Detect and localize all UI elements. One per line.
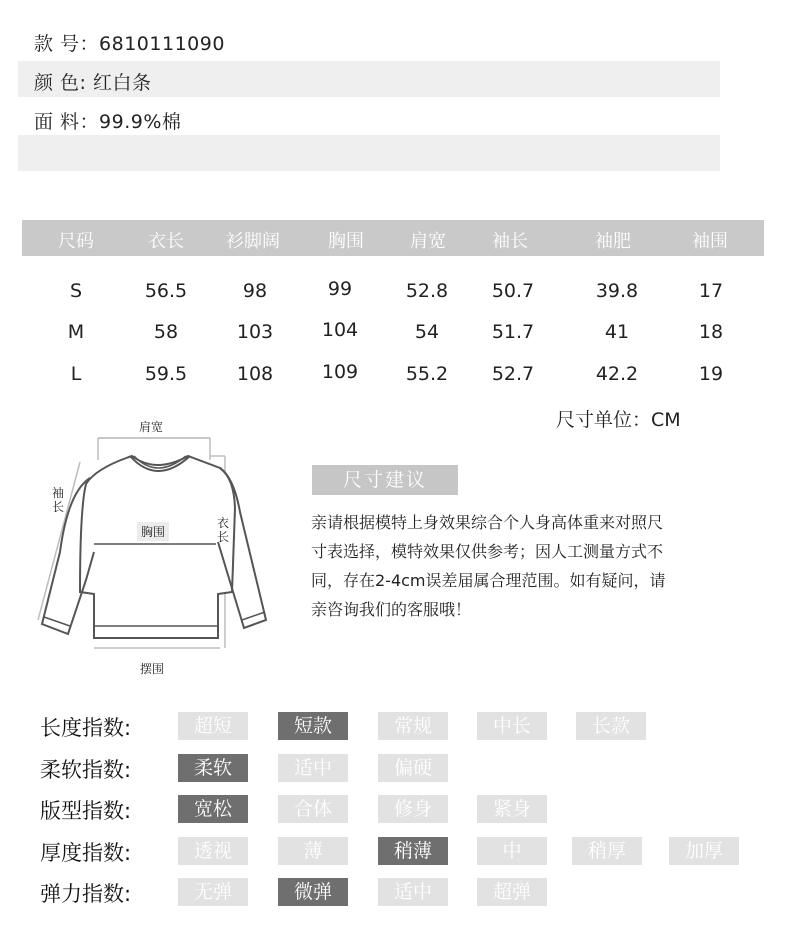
fit-index-label: 版型指数: <box>40 799 132 823</box>
table-cell: 42.2 <box>595 363 639 385</box>
diagram-label-sleeve-length: 袖长 <box>52 486 65 514</box>
header-size: 尺码 <box>58 231 94 252</box>
chip-option-selected: 宽松 <box>178 795 248 823</box>
chip-option: 适中 <box>378 878 448 906</box>
header-chest: 胸围 <box>328 231 364 252</box>
chip-option-selected: 稍薄 <box>378 837 448 865</box>
info-row-color <box>18 61 720 97</box>
table-cell: 99 <box>327 278 353 300</box>
softness-index-label: 柔软指数: <box>40 758 132 782</box>
chip-option: 中 <box>477 837 547 865</box>
header-hem: 衫脚阔 <box>226 231 280 252</box>
chip-option: 稍厚 <box>572 837 642 865</box>
size-table-header <box>22 220 764 256</box>
chip-option: 紧身 <box>477 795 547 823</box>
chip-option-selected: 微弹 <box>278 878 348 906</box>
table-cell: 18 <box>698 321 724 343</box>
header-sleeve-length: 袖长 <box>492 231 528 252</box>
chip-option: 超短 <box>178 712 248 740</box>
table-cell: 39.8 <box>595 280 639 302</box>
thickness-index-label: 厚度指数: <box>40 841 132 865</box>
chip-option: 常规 <box>378 712 448 740</box>
chip-option: 偏硬 <box>378 754 448 782</box>
chip-option: 无弹 <box>178 878 248 906</box>
sweater-outline-icon <box>20 412 290 682</box>
chip-option: 合体 <box>278 795 348 823</box>
style-no: 款 号：6810111090 <box>34 33 225 55</box>
garment-diagram <box>20 412 290 682</box>
table-cell: 54 <box>414 321 440 343</box>
table-cell: S <box>69 280 83 302</box>
table-cell: 52.7 <box>491 363 535 385</box>
table-cell: 108 <box>236 363 274 385</box>
chip-option: 薄 <box>278 837 348 865</box>
size-advice-text <box>311 508 731 624</box>
size-unit-label: 尺寸单位：CM <box>556 409 681 431</box>
diagram-label-length: 衣长 <box>217 516 230 544</box>
table-cell: 58 <box>153 321 179 343</box>
size-advice-title: 尺寸建议 <box>312 465 458 495</box>
table-cell: M <box>67 321 85 343</box>
chip-option: 修身 <box>378 795 448 823</box>
advice-line: 亲请根据模特上身效果综合个人身高体重来对照尺 <box>311 513 664 532</box>
advice-line: 寸表选择，模特效果仅供参考；因人工测量方式不 <box>311 542 664 561</box>
table-cell: 103 <box>236 321 274 343</box>
info-row-style-no <box>18 22 720 58</box>
table-cell: 17 <box>698 280 724 302</box>
table-cell: 98 <box>242 280 268 302</box>
length-index-label: 长度指数: <box>40 716 132 740</box>
table-cell: 50.7 <box>491 280 535 302</box>
fabric-value: 面 料：99.9%棉 <box>34 111 182 133</box>
diagram-label-hem: 摆围 <box>140 662 165 676</box>
chip-option-selected: 柔软 <box>178 754 248 782</box>
chip-option: 中长 <box>477 712 547 740</box>
header-length: 衣长 <box>148 231 184 252</box>
header-sleeve-width: 袖肥 <box>595 231 631 252</box>
table-cell: 51.7 <box>491 321 535 343</box>
diagram-label-shoulder: 肩宽 <box>139 420 164 434</box>
table-cell: 59.5 <box>144 363 188 385</box>
table-cell: 104 <box>321 319 359 341</box>
advice-line: 同，存在2-4cm误差届属合理范围。如有疑问，请 <box>311 571 666 590</box>
elasticity-index-label: 弹力指数: <box>40 882 132 906</box>
table-cell: 52.8 <box>405 280 449 302</box>
chip-option: 超弹 <box>477 878 547 906</box>
table-cell: L <box>70 363 82 385</box>
table-cell: 55.2 <box>405 363 449 385</box>
chip-option: 长款 <box>576 712 646 740</box>
chip-option: 加厚 <box>669 837 739 865</box>
table-cell: 19 <box>698 363 724 385</box>
header-shoulder: 肩宽 <box>410 231 446 252</box>
info-row-blank <box>18 135 720 171</box>
color-value: 颜 色: 红白条 <box>34 72 152 94</box>
chip-option: 透视 <box>178 837 248 865</box>
advice-line: 亲咨询我们的客服哦！ <box>311 600 472 619</box>
chip-option-selected: 短款 <box>278 712 348 740</box>
table-cell: 56.5 <box>144 280 188 302</box>
info-row-fabric <box>18 100 720 136</box>
table-cell: 109 <box>321 361 359 383</box>
table-cell: 41 <box>604 321 630 343</box>
diagram-label-chest: 胸围 <box>137 522 169 541</box>
header-cuff: 袖围 <box>692 231 728 252</box>
chip-option: 适中 <box>278 754 348 782</box>
